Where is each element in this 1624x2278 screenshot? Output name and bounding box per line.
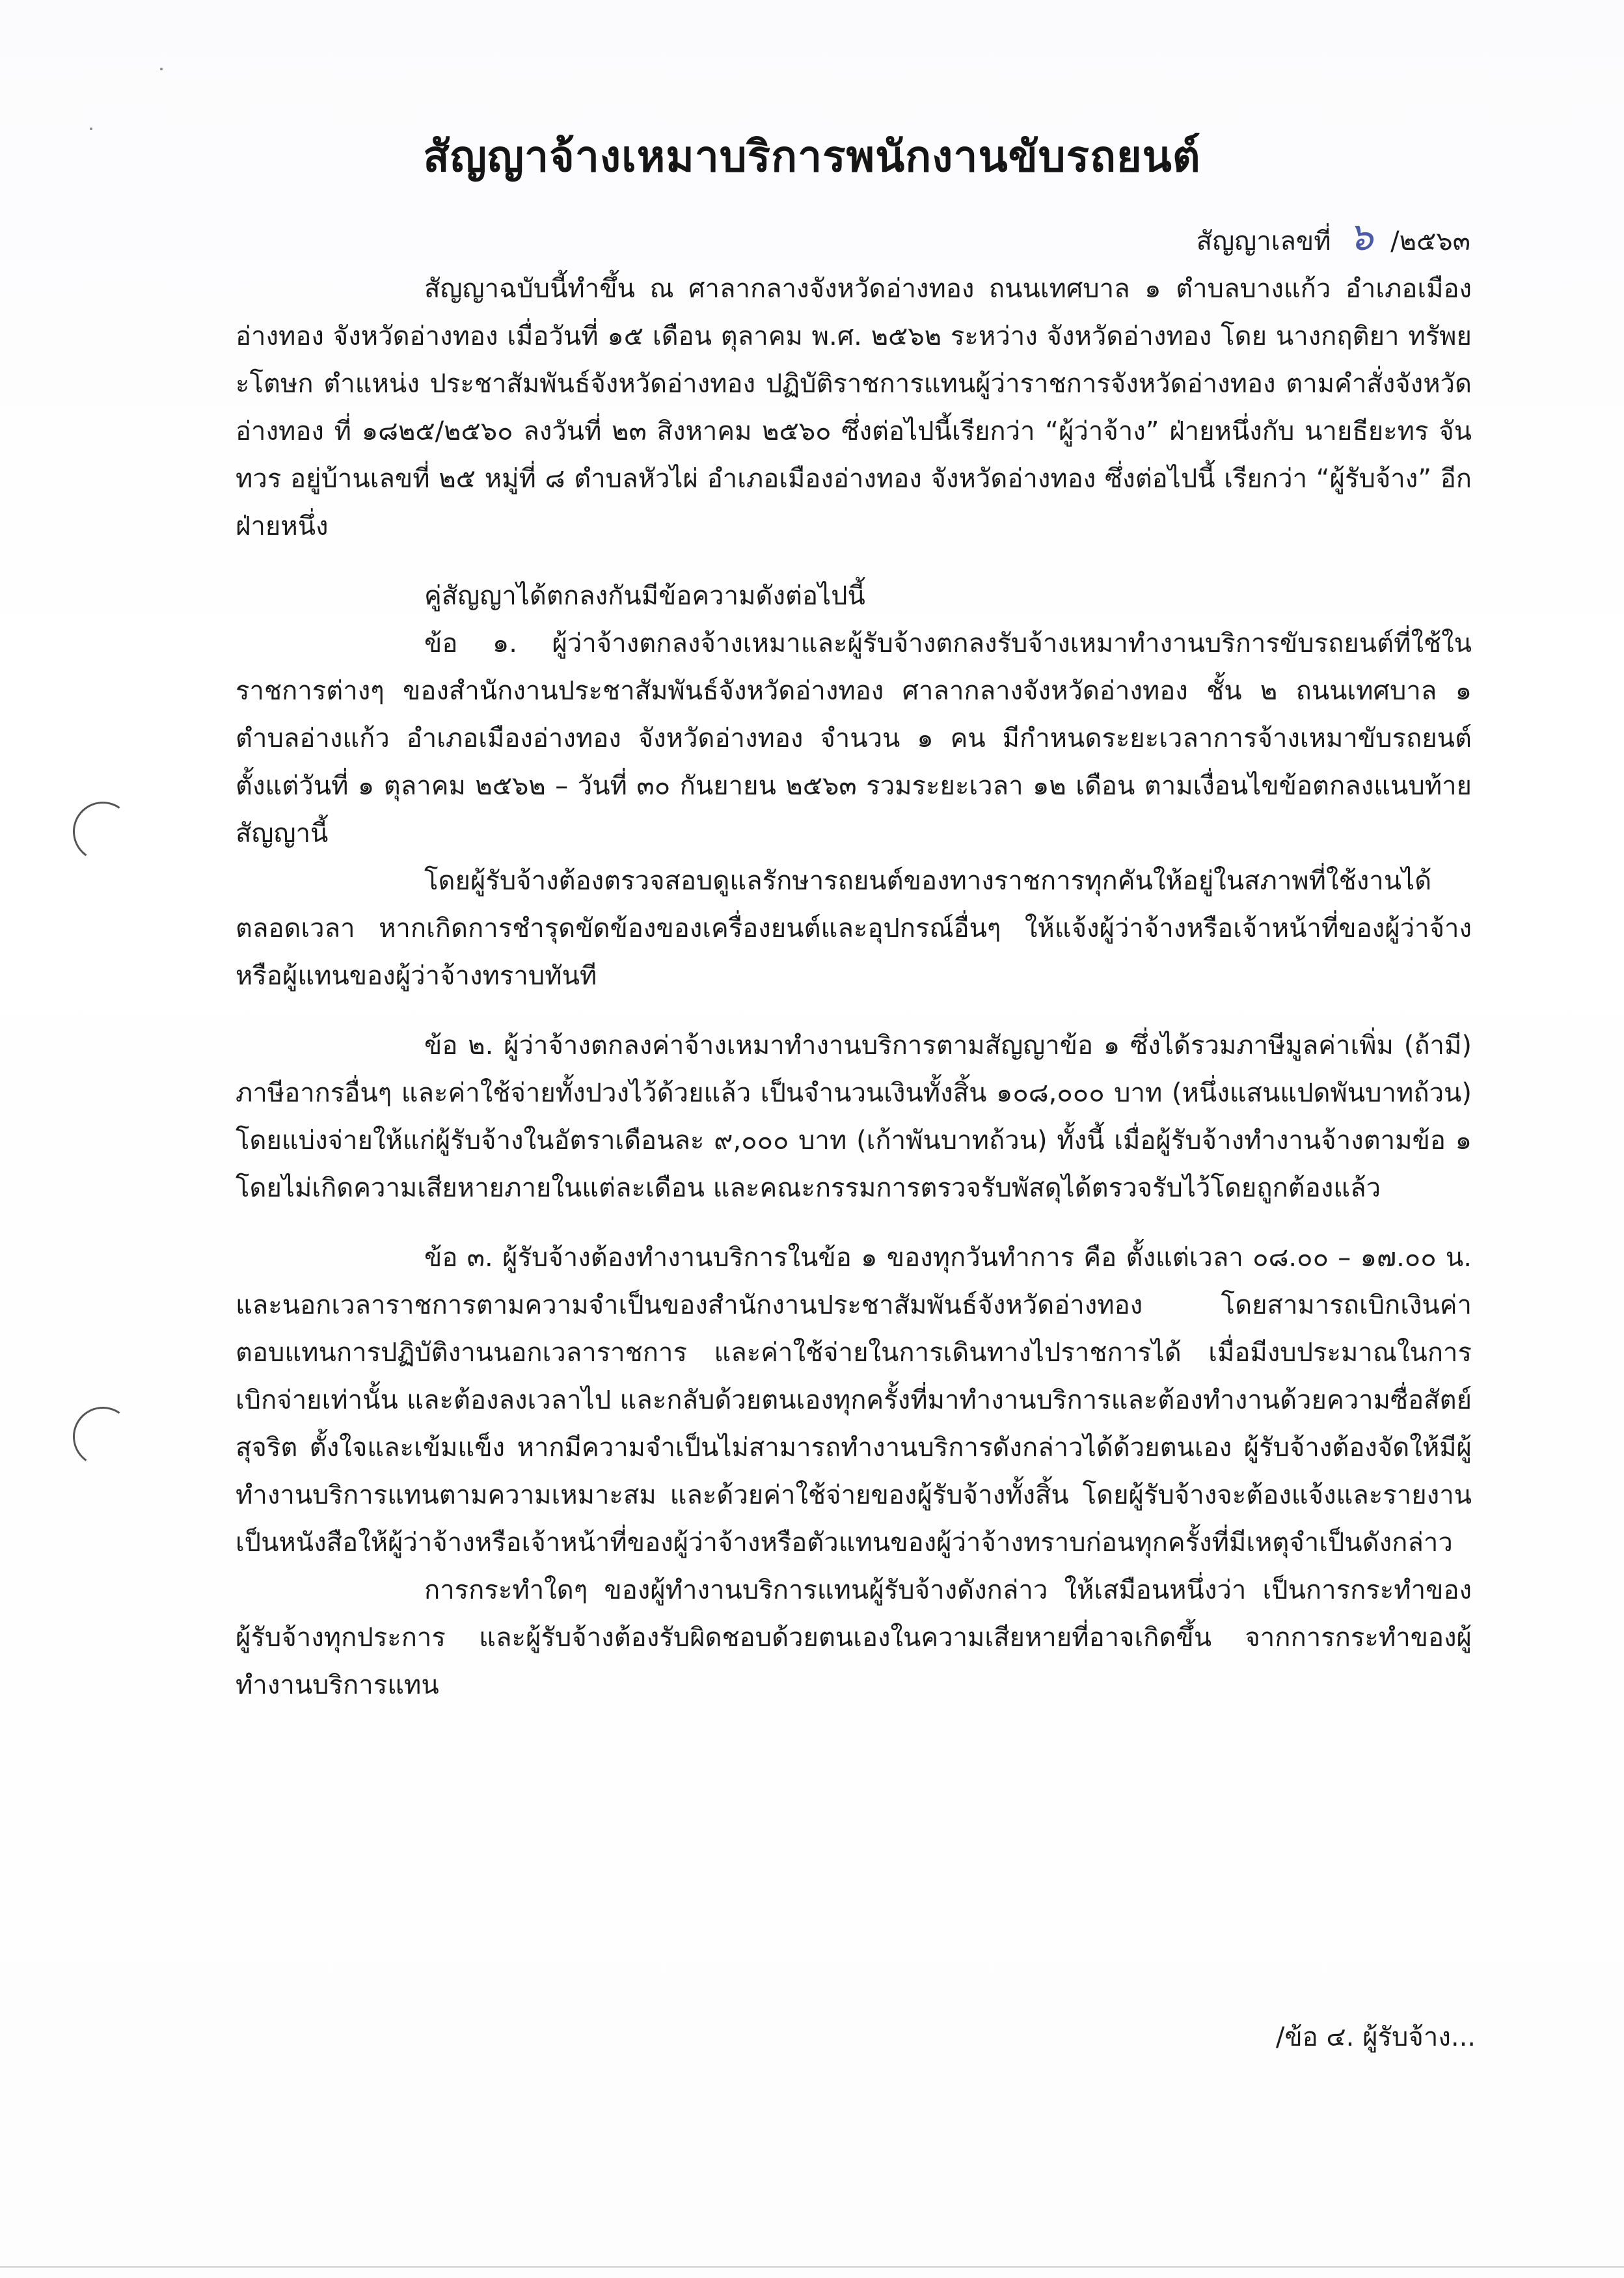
contract-number-label: สัญญาเลขที่	[1196, 226, 1331, 256]
paragraph-clause-1: ข้อ ๑. ผู้ว่าจ้างตกลงจ้างเหมาและผู้รับจ้างตกลงรับจ้างเหมาทำงานบริการขับรถยนต์ที่ใช้ในราชการต่างๆ ของสำนักงานประชาสัมพันธ์จังหวัดอ่างทอง ศาลากลางจังหวัดอ่างทอง ชั้น ๒ ถนนเทศบาล ๑ ตำบลอ่างแก้ว อำเภอเมืองอ่างทอง จังหวัดอ่างทอง จำนวน ๑ คน มีกำหนดระยะเวลาการจ้างเหมาขับรถยนต์ ตั้งแต่วันที่ ๑ ตุลาคม ๒๕๖๒ – วันที่ ๓๐ กันยายน ๒๕๖๓ รวมระยะเวลา ๑๒ เดือน ตามเงื่อนไขข้อตกลงแนบท้ายสัญญานี้	[236, 629, 1472, 848]
scan-speck	[160, 68, 163, 70]
paragraph-clause-3: ข้อ ๓. ผู้รับจ้างต้องทำงานบริการในข้อ ๑ ของทุกวันทำการ คือ ตั้งแต่เวลา ๐๘.๐๐ – ๑๗.๐๐ น. และนอกเวลาราชการตามความจำเป็นของสำนักงานประชาสัมพันธ์จังหวัดอ่างทอง โดยสามารถเบิกเงินค่าตอบแทนการปฏิบัติงานนอกเวลาราชการ และค่าใช้จ่ายในการเดินทางไปราชการได้ เมื่อมีงบประมาณในการเบิกจ่ายเท่านั้น และต้องลงเวลาไป และกลับด้วยตนเองทุกครั้งที่มาทำงานบริการและต้องทำงานด้วยความซื่อสัตย์ สุจริต ตั้งใจและเข้มแข็ง หากมีความจำเป็นไม่สามารถทำงานบริการดังกล่าวได้ด้วยตนเอง ผู้รับจ้างต้องจัดให้มีผู้ทำงานบริการแทนตามความเหมาะสม และด้วยค่าใช้จ่ายของผู้รับจ้างทั้งสิ้น โดยผู้รับจ้างจะต้องแจ้งและรายงานเป็นหนังสือให้ผู้ว่าจ้างหรือเจ้าหน้าที่ของผู้ว่าจ้างหรือตัวแทนของผู้ว่าจ้างทราบก่อนทุกครั้งที่มีเหตุจำเป็นดังกล่าว	[236, 1243, 1472, 1558]
paragraph-agreement-intro: คู่สัญญาได้ตกลงกันมีข้อความดังต่อไปนี้	[424, 581, 865, 611]
paragraph-parties: สัญญาฉบับนี้ทำขึ้น ณ ศาลากลางจังหวัดอ่างทอง ถนนเทศบาล ๑ ตำบลบางแก้ว อำเภอเมืองอ่างทอง จังหวัดอ่างทอง เมื่อวันที่ ๑๕ เดือน ตุลาคม พ.ศ. ๒๕๖๒ ระหว่าง จังหวัดอ่างทอง โดย นางกฤติยา ทรัพยะโตษก ตำแหน่ง ประชาสัมพันธ์จังหวัดอ่างทอง ปฏิบัติราชการแทนผู้ว่าราชการจังหวัดอ่างทอง ตามคำสั่งจังหวัดอ่างทอง ที่ ๑๘๒๕/๒๕๖๐ ลงวันที่ ๒๓ สิงหาคม ๒๕๖๐ ซึ่งต่อไปนี้เรียกว่า “ผู้ว่าจ้าง” ฝ่ายหนึ่งกับ นายธียะทร จันทวร อยู่บ้านเลขที่ ๒๕ หมู่ที่ ๘ ตำบลหัวไผ่ อำเภอเมืองอ่างทอง จังหวัดอ่างทอง ซึ่งต่อไปนี้ เรียกว่า “ผู้รับจ้าง” อีกฝ่ายหนึ่ง	[236, 274, 1472, 541]
paragraph-clause-2: ข้อ ๒. ผู้ว่าจ้างตกลงค่าจ้างเหมาทำงานบริการตามสัญญาข้อ ๑ ซึ่งได้รวมภาษีมูลค่าเพิ่ม (ถ้ามี) ภาษีอากรอื่นๆ และค่าใช้จ่ายทั้งปวงไว้ด้วยแล้ว เป็นจำนวนเงินทั้งสิ้น ๑๐๘,๐๐๐ บาท (หนึ่งแสนแปดพันบาทถ้วน) โดยแบ่งจ่ายให้แก่ผู้รับจ้างในอัตราเดือนละ ๙,๐๐๐ บาท (เก้าพันบาทถ้วน) ทั้งนี้ เมื่อผู้รับจ้างทำงานจ้างตามข้อ ๑ โดยไม่เกิดความเสียหายภายในแต่ละเดือน และคณะกรรมการตรวจรับพัสดุได้ตรวจรับไว้โดยถูกต้องแล้ว	[236, 1031, 1472, 1203]
contract-number	[1197, 206, 1470, 267]
paragraph-clause-3-substitute: การกระทำใดๆ ของผู้ทำงานบริการแทนผู้รับจ้างดังกล่าว ให้เสมือนหนึ่งว่า เป็นการกระทำของผู้รับจ้างทุกประการ และผู้รับจ้างต้องรับผิดชอบด้วยตนเองในความเสียหายที่อาจเกิดขึ้น จากการกระทำของผู้ทำงานบริการแทน	[236, 1575, 1472, 1700]
punch-hole-top	[68, 797, 138, 867]
document-body	[236, 265, 1472, 1709]
document-title: สัญญาจ้างเหมาบริการพนักงานขับรถยนต์	[423, 131, 1201, 182]
contract-number-year: /๒๕๖๓	[1390, 226, 1470, 256]
paragraph-clause-1-maintenance: โดยผู้รับจ้างต้องตรวจสอบดูแลรักษารถยนต์ของทางราชการทุกคันให้อยู่ในสภาพที่ใช้งานได้ตลอดเวลา หากเกิดการชำรุดขัดข้องของเครื่องยนต์และอุปกรณ์อื่นๆ ให้แจ้งผู้ว่าจ้างหรือเจ้าหน้าที่ของผู้ว่าจ้างหรือผู้แทนของผู้ว่าจ้างทราบทันที	[236, 866, 1472, 991]
continuation-reference: /ข้อ ๔. ผู้รับจ้าง...	[1275, 2022, 1476, 2052]
contract-number-handwritten: ๖	[1348, 214, 1374, 260]
scan-edge-line	[0, 2266, 1624, 2268]
punch-hole-bottom	[68, 1402, 138, 1472]
